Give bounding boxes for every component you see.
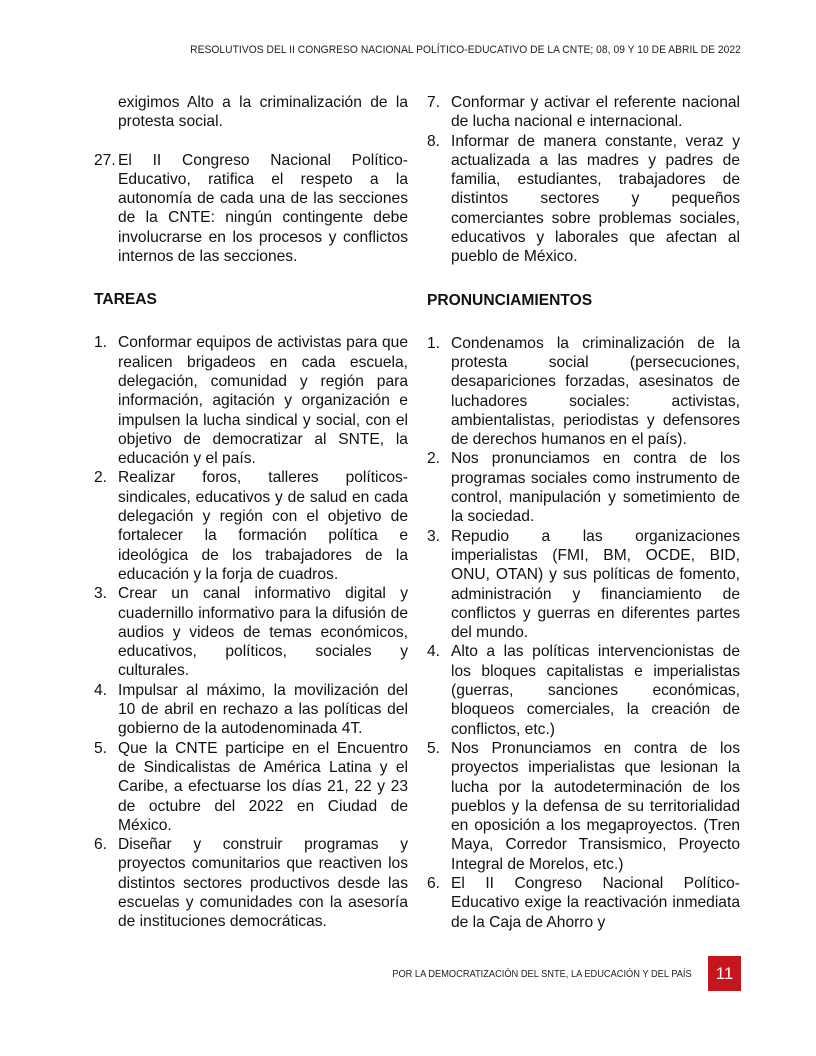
- list-item-text: Impulsar al máximo, la movilización del 10 de abril en rechazo a las políticas del gobierno de la autodenominada 4T.: [118, 681, 408, 738]
- tareas-list: [94, 333, 408, 931]
- list-item-text: Alto a las políticas intervencionistas de los bloques capitalistas e imperialistas (guerras, sanciones económicas, bloqueos comerciales, la creación de conflictos, etc.): [451, 643, 740, 738]
- tareas-list-continued: [427, 93, 740, 267]
- list-item-number: 6.: [94, 836, 108, 854]
- list-item-text: Conformar equipos de activistas para que realicen brigadeos en cada escuela, delegación, comunidad y región para información, agitación y organización e impulsen la lucha sindical y social, con el objetivo de democratizar al SNTE, la educación y el país.: [118, 334, 408, 468]
- section-heading-pronunciamientos: PRONUNCIAMIENTOS: [427, 291, 593, 309]
- list-item-number: 2.: [94, 469, 108, 487]
- list-item-number: 3.: [94, 585, 108, 603]
- list-item: [427, 132, 740, 267]
- list-item-number: 8.: [427, 132, 441, 150]
- list-item-number: 1.: [427, 334, 441, 352]
- list-item-number: 4.: [427, 643, 441, 661]
- continued-paragraph: exigimos Alto a la criminalización de la protesta social.: [118, 94, 408, 131]
- list-item-text: Repudio a las organizaciones imperialistas (FMI, BM, OCDE, BID, ONU, OTAN) y sus políticas de fomento, administración y financiamiento de conflictos y guerras en diferentes partes del mundo.: [451, 527, 740, 642]
- list-item-number: 7.: [427, 94, 441, 111]
- list-item-text: El II Congreso Nacional Político-Educativo, ratifica el respeto a la autonomía de cada una de las secciones de la CNTE: ningún contingente debe involucrarse en los procesos y conflictos internos de las secciones.: [118, 151, 408, 266]
- list-item-text: Nos Pronunciamos en contra de los proyectos imperialistas que lesionan la lucha por la autodeterminación de los pueblos y la defensa de su territorialidad en oposición a los megaproyectos. (Tren Maya, Corredor Transismico, Proyecto Integral de Morelos, etc.): [451, 739, 740, 873]
- list-item: [94, 681, 408, 739]
- list-item-number: 5.: [94, 739, 108, 757]
- list-item-27: [94, 151, 408, 267]
- section-heading-tareas: TAREAS: [94, 291, 157, 309]
- pronunciamientos-list: [427, 334, 740, 932]
- list-item-text: El II Congreso Nacional Político-Educativo exige la reactivación inmediata de la Caja de Ahorro y: [451, 874, 740, 931]
- footer-slogan: POR LA DEMOCRATIZACIÓN DEL SNTE, LA EDUCACIÓN Y DEL PAÍS: [392, 969, 692, 980]
- list-item-number: 27.: [94, 151, 116, 169]
- list-item: [427, 334, 740, 450]
- list-item-text: Condenamos la criminalización de la protesta social (persecuciones, desapariciones forzadas, asesinatos de luchadores sociales: activistas, ambientalistas, periodistas y defensores de derechos humanos en el país).: [451, 334, 740, 449]
- page-number-badge: 11: [708, 956, 741, 991]
- running-header: RESOLUTIVOS DEL II CONGRESO NACIONAL POLÍTICO-EDUCATIVO DE LA CNTE; 08, 09 Y 10 DE ABRIL DE 2022: [190, 44, 741, 56]
- list-item-text: Diseñar y construir programas y proyectos comunitarios que reactiven los distintos sectores productivos desde las escuelas y comunidades con la asesoría de instituciones democráticas.: [118, 836, 408, 931]
- list-item: [94, 739, 408, 835]
- list-item-text: Crear un canal informativo digital y cuadernillo informativo para la difusión de audios y videos de temas económicos, educativos, políticos, sociales y culturales.: [118, 585, 408, 680]
- list-item-number: 3.: [427, 527, 441, 545]
- list-item-text: Nos pronunciamos en contra de los programas sociales como instrumento de control, manipulación y sometimiento de la sociedad.: [451, 450, 740, 526]
- list-item: [94, 333, 408, 468]
- list-item-number: 2.: [427, 450, 441, 468]
- list-item-number: 6.: [427, 874, 441, 892]
- left-column: [94, 93, 408, 932]
- right-column: [427, 93, 740, 932]
- list-item-number: 4.: [94, 681, 108, 699]
- list-item-number: 1.: [94, 334, 108, 352]
- list-item-text: Realizar foros, talleres políticos-sindicales, educativos y de salud en cada delegación y región con el objetivo de fortalecer la formación política e ideológica de los trabajadores de la educación y la forja de cuadros.: [118, 469, 408, 583]
- list-item: [94, 835, 408, 931]
- list-item: [427, 527, 740, 643]
- list-item-number: 5.: [427, 739, 441, 757]
- list-item-text: Conformar y activar el referente nacional de lucha nacional e internacional.: [451, 94, 740, 131]
- list-item-text: Que la CNTE participe en el Encuentro de Sindicalistas de América Latina y el Caribe, a efectuarse los días 21, 22 y 23 de octubre del 2022 en Ciudad de México.: [118, 739, 408, 834]
- list-item-text: Informar de manera constante, veraz y actualizada a las madres y padres de familia, estudiantes, trabajadores de distintos sectores y pequeños comerciantes sobre problemas sociales, educativos y laborales que afectan al pueblo de México.: [451, 132, 740, 266]
- list-item: [427, 874, 740, 932]
- list-item: [94, 584, 408, 680]
- list-item: [427, 642, 740, 738]
- list-item: [94, 468, 408, 584]
- list-item: [427, 93, 740, 132]
- list-item: [427, 449, 740, 526]
- list-item: [427, 739, 740, 874]
